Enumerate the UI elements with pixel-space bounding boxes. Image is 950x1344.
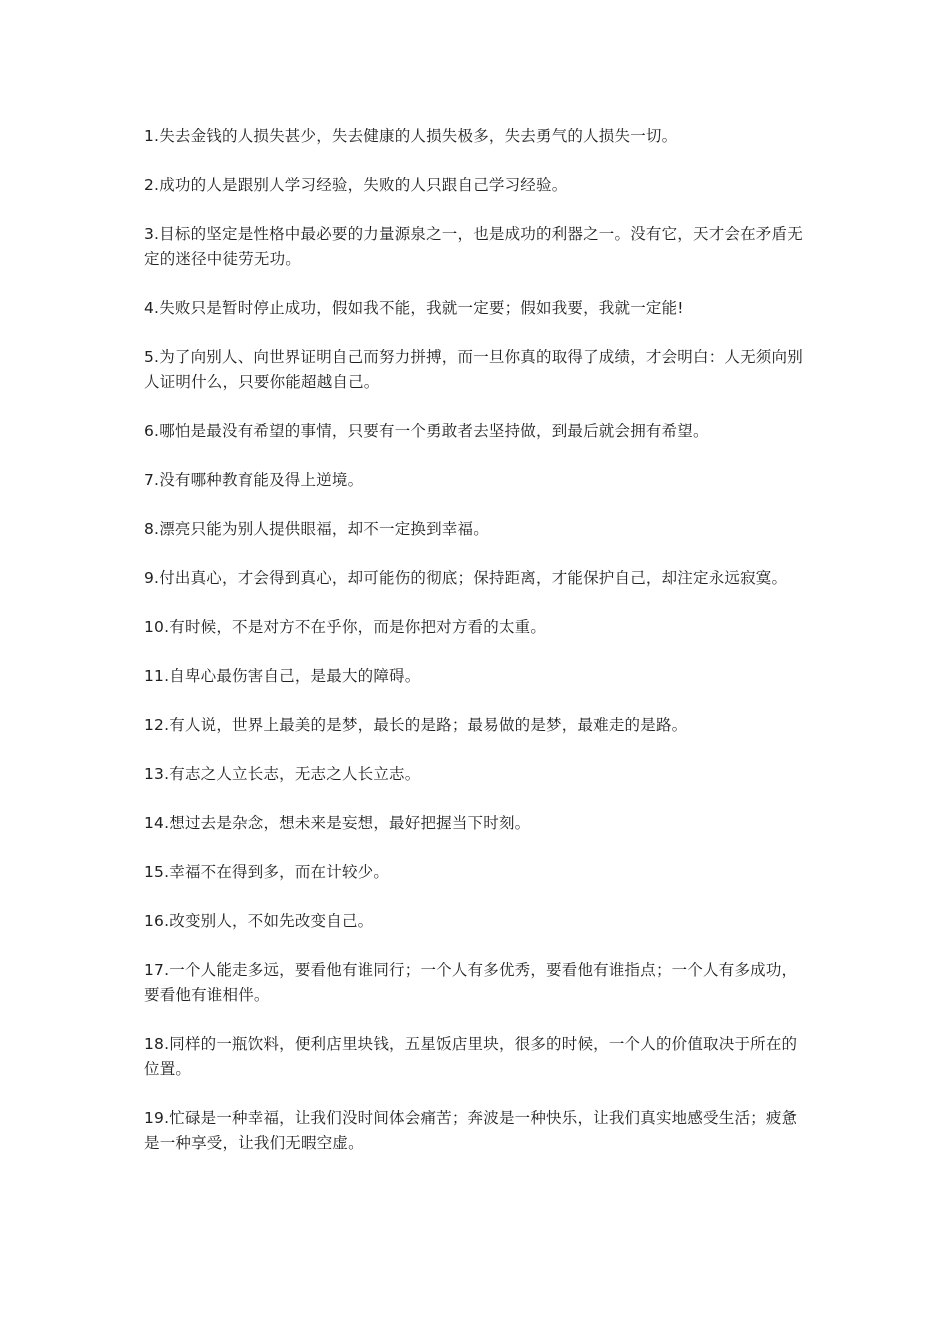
quote-item-16: 16.改变别人，不如先改变自己。 [144, 912, 374, 930]
quote-item-12: 12.有人说，世界上最美的是梦，最长的是路；最易做的是梦，最难走的是路。 [144, 716, 688, 734]
quote-item-8: 8.漂亮只能为别人提供眼福，却不一定换到幸福。 [144, 520, 489, 538]
quote-item-10: 10.有时候，不是对方不在乎你，而是你把对方看的太重。 [144, 618, 547, 636]
quote-item-18: 18.同样的一瓶饮料，便利店里块钱，五星饭店里块，很多的时候，一个人的价值取决于所在的位置。 [144, 1035, 798, 1078]
quote-item-7: 7.没有哪种教育能及得上逆境。 [144, 471, 364, 489]
quote-item-15: 15.幸福不在得到多，而在计较少。 [144, 863, 390, 881]
quote-item-5: 5.为了向别人、向世界证明自己而努力拼搏，而一旦你真的取得了成绩，才会明白：人无须向别人证明什么，只要你能超越自己。 [144, 348, 803, 391]
quote-item-4: 4.失败只是暂时停止成功，假如我不能，我就一定要；假如我要，我就一定能! [144, 299, 684, 317]
quote-item-17: 17.一个人能走多远，要看他有谁同行；一个人有多优秀，要看他有谁指点；一个人有多成功，要看他有谁相伴。 [144, 961, 798, 1004]
quote-item-11: 11.自卑心最伤害自己，是最大的障碍。 [144, 667, 421, 685]
quote-item-1: 1.失去金钱的人损失甚少，失去健康的人损失极多，失去勇气的人损失一切。 [144, 127, 678, 145]
quote-item-3: 3.目标的坚定是性格中最必要的力量源泉之一，也是成功的利器之一。没有它，天才会在矛盾无定的迷径中徒劳无功。 [144, 225, 803, 268]
quote-list [144, 124, 808, 1180]
quote-item-13: 13.有志之人立长志，无志之人长立志。 [144, 765, 421, 783]
quote-item-6: 6.哪怕是最没有希望的事情，只要有一个勇敢者去坚持做，到最后就会拥有希望。 [144, 422, 709, 440]
quote-item-19: 19.忙碌是一种幸福，让我们没时间体会痛苦；奔波是一种快乐，让我们真实地感受生活；疲惫是一种享受，让我们无暇空虚。 [144, 1109, 798, 1152]
quote-item-2: 2.成功的人是跟别人学习经验，失败的人只跟自己学习经验。 [144, 176, 568, 194]
quote-item-9: 9.付出真心，才会得到真心，却可能伤的彻底；保持距离，才能保护自己，却注定永远寂寞。 [144, 569, 788, 587]
quote-item-14: 14.想过去是杂念，想未来是妄想，最好把握当下时刻。 [144, 814, 531, 832]
